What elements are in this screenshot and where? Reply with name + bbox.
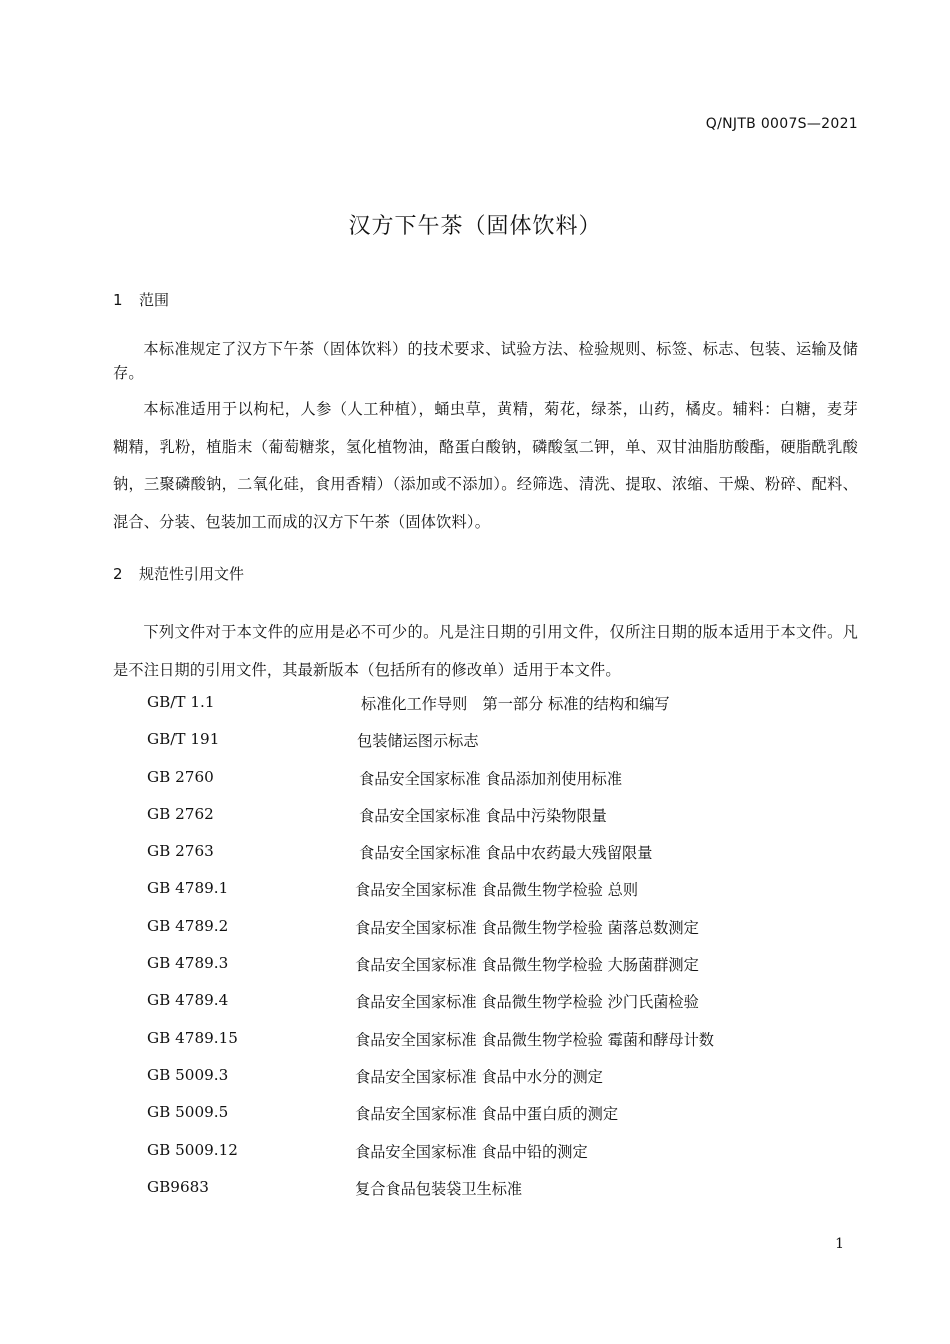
reference-title: 标准化工作导则 第一部分 标准的结构和编写 bbox=[361, 695, 670, 713]
reference-title: 食品安全国家标准 食品微生物学检验 大肠菌群测定 bbox=[355, 956, 699, 975]
reference-title: 包装储运图示标志 bbox=[357, 732, 479, 751]
reference-title: 食品安全国家标准 食品微生物学检验 菌落总数测定 bbox=[355, 918, 699, 937]
standard-code: Q/NJTB 0007S—2021 bbox=[705, 116, 858, 132]
section-number: 1 bbox=[113, 291, 123, 309]
reference-code: GB9683 bbox=[147, 1177, 209, 1196]
reference-row bbox=[0, 1056, 950, 1093]
reference-code: GB 2763 bbox=[147, 842, 214, 861]
reference-row bbox=[0, 944, 950, 981]
reference-code: GB 5009.5 bbox=[147, 1103, 229, 1122]
reference-title: 食品安全国家标准 食品中铅的测定 bbox=[355, 1142, 588, 1161]
section-heading-scope bbox=[113, 289, 169, 310]
document-title: 汉方下午茶（固体饮料） bbox=[348, 214, 602, 239]
references-intro-paragraph: 下列文件对于本文件的应用是必不可少的。凡是注日期的引用文件，仅所注日期的版本适用于本文件。凡是不注日期的引用文件，其最新版本（包括所有的修改单）适用于本文件。 bbox=[113, 623, 858, 679]
reference-code: GB 2760 bbox=[147, 767, 214, 786]
reference-row bbox=[0, 758, 950, 795]
reference-title: 食品安全国家标准 食品中农药最大残留限量 bbox=[359, 844, 653, 863]
reference-code: GB 5009.3 bbox=[147, 1065, 229, 1084]
reference-code: GB 4789.3 bbox=[147, 954, 229, 973]
reference-row bbox=[0, 1019, 950, 1056]
reference-row bbox=[0, 869, 950, 906]
scope-paragraph-1: 本标准规定了汉方下午茶（固体饮料）的技术要求、试验方法、检验规则、标签、标志、包装、运输及储存。 bbox=[113, 340, 858, 382]
reference-code: GB 5009.12 bbox=[147, 1140, 238, 1159]
reference-row bbox=[0, 1093, 950, 1130]
reference-code: GB 4789.4 bbox=[147, 991, 229, 1010]
reference-row bbox=[0, 981, 950, 1018]
section-title: 范围 bbox=[139, 291, 170, 309]
section-number: 2 bbox=[113, 565, 123, 583]
reference-title: 食品安全国家标准 食品微生物学检验 沙门氏菌检验 bbox=[355, 993, 699, 1012]
reference-title: 复合食品包装袋卫生标准 bbox=[355, 1179, 523, 1198]
scope-paragraph-2: 本标准适用于以枸杞，人参（人工种植），蛹虫草，黄精，菊花，绿茶，山药，橘皮。辅料：白糖，麦芽糊精，乳粉，植脂末（葡萄糖浆，氢化植物油，酪蛋白酸钠，磷酸氢二钾，单、双甘油脂肪酸酯，硬脂酰乳酸钠，三聚磷酸钠，二氧化硅，食用香精）（添加或不添加）。经筛选、清洗、提取、浓缩、干燥、粉碎、配料、混合、分装、包装加工而成的汉方下午茶（固体饮料）。 bbox=[113, 400, 858, 531]
reference-title: 食品安全国家标准 食品微生物学检验 霉菌和酵母计数 bbox=[355, 1030, 714, 1049]
reference-title: 食品安全国家标准 食品添加剂使用标准 bbox=[359, 769, 623, 788]
reference-row bbox=[0, 832, 950, 869]
reference-row bbox=[0, 720, 950, 757]
reference-code: GB 2762 bbox=[147, 804, 214, 823]
reference-code: GB/T 1.1 bbox=[147, 693, 215, 711]
reference-code: GB 4789.2 bbox=[147, 916, 229, 935]
section-title: 规范性引用文件 bbox=[139, 565, 245, 583]
reference-code: GB 4789.1 bbox=[147, 879, 229, 898]
page-number: 1 bbox=[835, 1236, 844, 1252]
section-heading-normative-references bbox=[113, 563, 244, 584]
reference-code: GB/T 191 bbox=[147, 730, 220, 749]
reference-row bbox=[0, 1168, 950, 1205]
reference-title: 食品安全国家标准 食品微生物学检验 总则 bbox=[355, 881, 639, 900]
reference-row bbox=[0, 1131, 950, 1168]
reference-row bbox=[0, 795, 950, 832]
reference-title: 食品安全国家标准 食品中污染物限量 bbox=[359, 806, 607, 825]
reference-row bbox=[0, 907, 950, 944]
reference-list bbox=[0, 683, 950, 1205]
reference-title: 食品安全国家标准 食品中蛋白质的测定 bbox=[355, 1105, 619, 1124]
reference-code: GB 4789.15 bbox=[147, 1028, 238, 1047]
reference-title: 食品安全国家标准 食品中水分的测定 bbox=[355, 1067, 603, 1086]
reference-row bbox=[0, 683, 950, 720]
